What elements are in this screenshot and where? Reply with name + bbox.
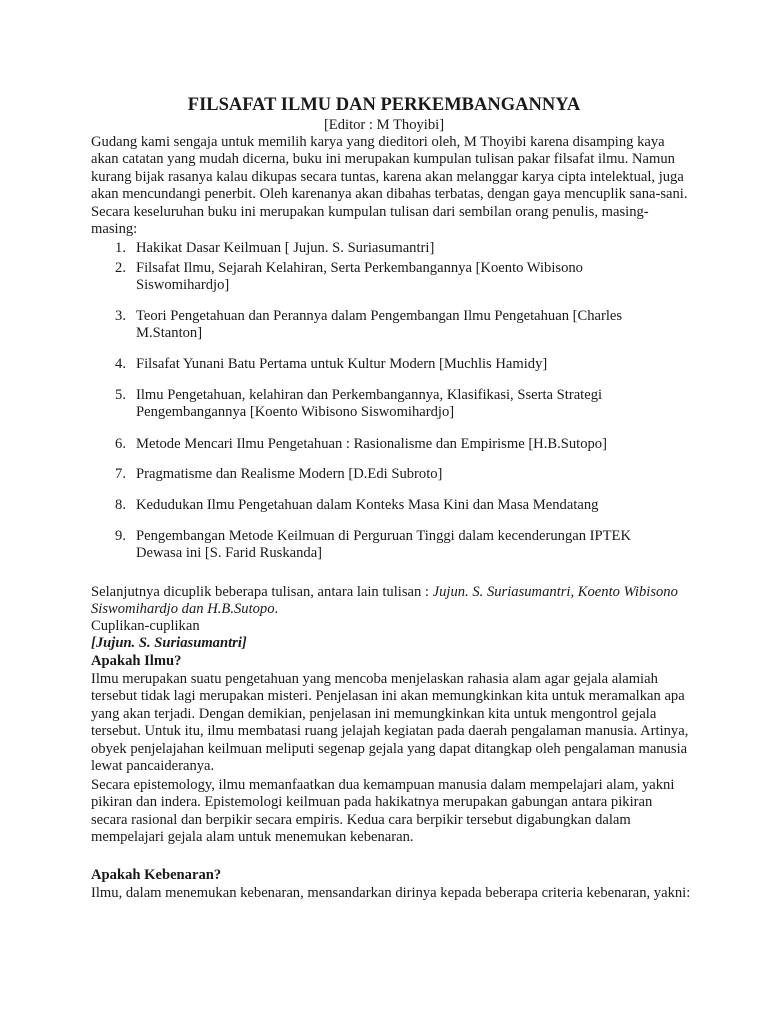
paragraph-ilmu: Ilmu merupakan suatu pengetahuan yang mencoba menjelaskan rahasia alam agar gejala alamiah tersebut tidak lagi merupakan misteri. Penjelasan ini akan memungkinkan kita untuk meramalkan apa yang akan terjadi. Dengan demikian, penjelasan ini memungkinkan kita untuk mengontrol gejala tersebut. Untuk itu, ilmu membatasi ruang jelajah kegiatan pada daerah pengalaman manusia. Artinya, obyek penjelajahan keilmuan meliputi segenap gejala yang dapat ditangkap oleh pengalaman manusia lewat pancaideranya. — [91, 671, 689, 775]
paragraph-epistemology: Secara epistemology, ilmu memanfaatkan dua kemampuan manusia dalam mempelajari alam, yakni pikiran dan indera. Epistemologi keilmuan pada hakikatnya merupakan gabungan antara pikiran secara rasional dan berpikir secara empiris. Kedua cara berpikir tersebut digabungkan dalam mempelajari gejala alam untuk menemukan kebenaran. — [91, 777, 675, 846]
editor-line: [Editor : M Thoyibi] — [323, 117, 445, 133]
section-author: [Jujun. S. Suriasumantri] — [91, 635, 247, 651]
list-text: Ilmu Pengetahuan, kelahiran dan Perkembangannya, Klasifikasi, Sserta Strategi Pengembangannya [Koento Wibisono Siswomihardjo] — [136, 387, 603, 421]
list-text: Hakikat Dasar Keilmuan [ Jujun. S. Suriasumantri] — [136, 240, 435, 256]
follow-end: . — [274, 601, 279, 618]
list-text: Kedudukan Ilmu Pengetahuan dalam Konteks Masa Kini dan Masa Mendatang — [136, 497, 599, 513]
intro-paragraph: Gudang kami sengaja untuk memilih karya yang dieditori oleh, M Thoyibi karena disamping kaya akan catatan yang mudah dicerna, buku ini merupakan kumpulan tulisan pakar filsafat ilmu. Namun kurang bijak rasanya kalau dikupas secara tuntas, karena akan melanggar karya cipta intelektual, juga akan mencundangi penerbit. Oleh karenanya akan dibahas terbatas, dengan gaya mencuplik sana-sani. Secara keseluruhan buku ini merupakan kumpulan tulisan dari sembilan orang penulis, masing-masing: — [91, 134, 688, 238]
list-number: 2. — [115, 260, 126, 276]
document-title: FILSAFAT ILMU DAN PERKEMBANGANNYA — [187, 95, 581, 115]
list-number: 4. — [115, 356, 126, 372]
follow-lead: Selanjutnya dicuplik beberapa tulisan, antara lain tulisan : — [91, 584, 433, 600]
list-text: Filsafat Ilmu, Sejarah Kelahiran, Serta Perkembangannya [Koento Wibisono Siswomihardjo] — [136, 260, 583, 294]
follow-paragraph — [91, 584, 691, 619]
list-text: Teori Pengetahuan dan Perannya dalam Pengembangan Ilmu Pengetahuan [Charles M.Stanton] — [136, 308, 623, 342]
list-text: Pragmatisme dan Realisme Modern [D.Edi Subroto] — [136, 466, 443, 482]
heading-apakah-kebenaran: Apakah Kebenaran? — [91, 867, 222, 883]
excerpt-label: Cuplikan-cuplikan — [91, 618, 200, 634]
list-number: 9. — [115, 528, 126, 544]
follow-authors: Jujun. S. Suriasumantri, Koento Wibisono Siswomihardjo dan H.B.Sutopo — [91, 584, 678, 618]
list-text: Pengembangan Metode Keilmuan di Perguruan Tinggi dalam kecenderungan IPTEK Dewasa ini [S. Farid Ruskanda] — [136, 528, 632, 562]
list-number: 7. — [115, 466, 126, 482]
list-number: 6. — [115, 436, 126, 452]
paragraph-kebenaran: Ilmu, dalam menemukan kebenaran, mensandarkan dirinya kepada beberapa criteria kebenaran, yakni: — [91, 885, 691, 901]
list-number: 5. — [115, 387, 126, 403]
list-number: 1. — [115, 240, 126, 256]
list-number: 3. — [115, 308, 126, 324]
list-text: Metode Mencari Ilmu Pengetahuan : Rasionalisme dan Empirisme [H.B.Sutopo] — [136, 436, 607, 452]
heading-apakah-ilmu: Apakah Ilmu? — [91, 653, 182, 669]
list-number: 8. — [115, 497, 126, 513]
list-text: Filsafat Yunani Batu Pertama untuk Kultur Modern [Muchlis Hamidy] — [136, 356, 548, 372]
